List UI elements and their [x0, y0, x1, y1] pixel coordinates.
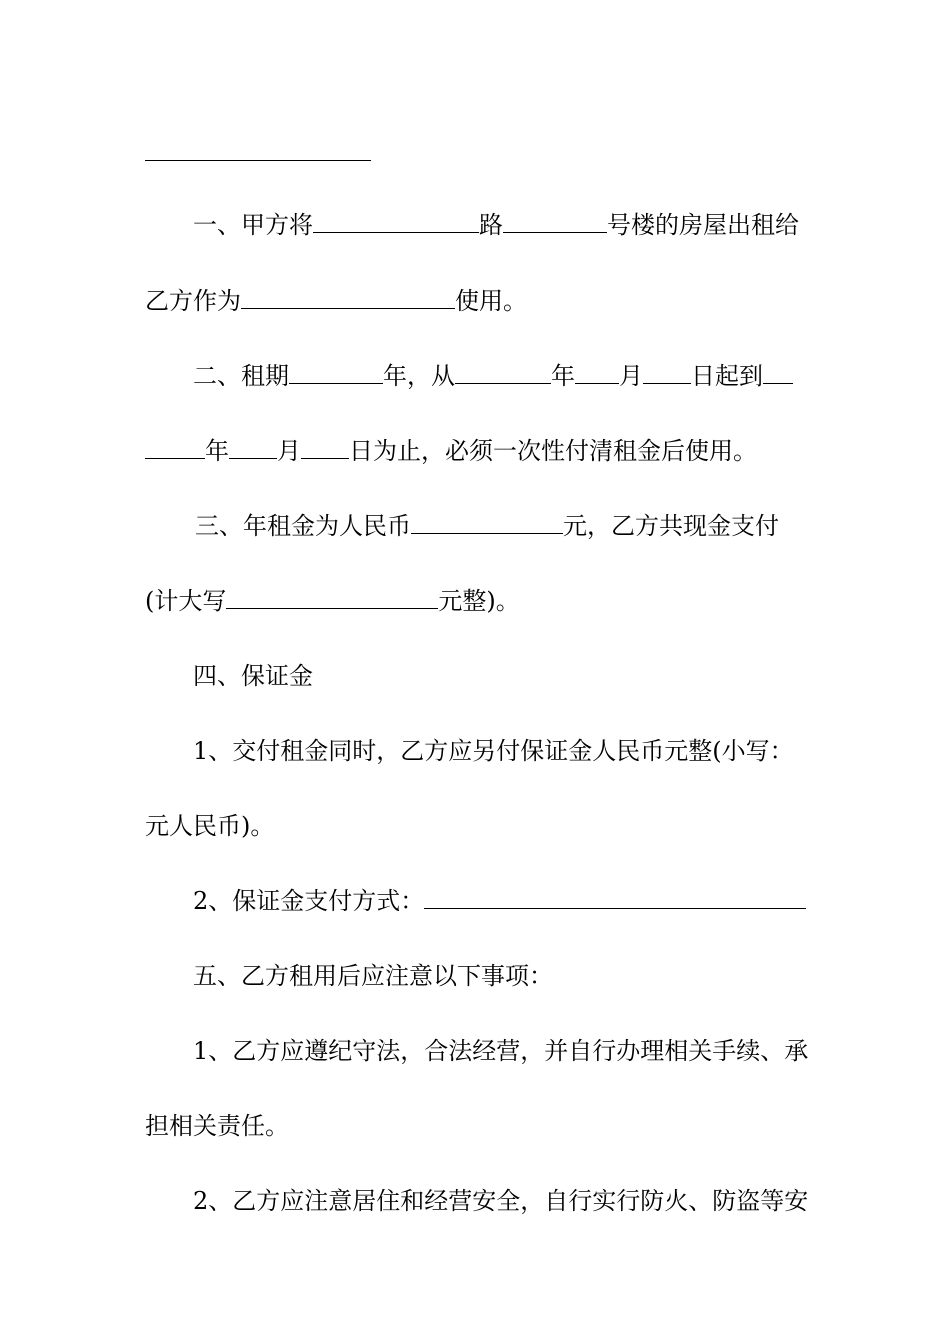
end-day-blank: [301, 436, 349, 459]
clause-1-line-2: [145, 285, 805, 317]
clause-2-text-b: 年，从: [383, 362, 455, 390]
clause-2-text-g: 月: [277, 437, 301, 465]
clause-2-text-h: 日为止，必须一次性付清租金后使用。: [349, 437, 757, 465]
clause-2-text-f: 年: [205, 437, 229, 465]
start-day-blank: [643, 361, 691, 384]
clause-1-text-e: 使用。: [455, 287, 527, 315]
clause-2-line-1: [145, 360, 805, 392]
clause-5-1-line-1: [145, 1035, 809, 1067]
clause-5-1-text-cont: 担相关责任。: [145, 1112, 289, 1140]
clause-4-heading: [145, 660, 805, 692]
clause-2-text-e: 日起到: [691, 362, 763, 390]
clause-1-text-a: 一、甲方将: [193, 211, 313, 239]
clause-4-1-text-cont: 元人民币)。: [145, 812, 275, 840]
clause-5-2-line-1: [145, 1185, 809, 1217]
term-years-blank: [289, 361, 383, 384]
clause-3-text-c: (计大写: [145, 587, 227, 615]
top-blank-line: [145, 160, 371, 161]
clause-1-text-d: 乙方作为: [145, 287, 241, 315]
clause-2-text-c: 年: [551, 362, 575, 390]
clause-1-line-1: [145, 209, 805, 241]
clause-4-2-line: [145, 885, 805, 917]
clause-5-heading: [145, 960, 805, 992]
clause-5-1-line-2: [145, 1110, 805, 1142]
usage-blank: [241, 286, 455, 309]
clause-5-1-text: 1、乙方应遵纪守法，合法经营，并自行办理相关手续、承: [193, 1037, 809, 1065]
clause-4-1-text: 1、交付租金同时，乙方应另付保证金人民币元整(小写：: [193, 737, 794, 765]
start-month-blank: [575, 361, 619, 384]
clause-4-1-line-1: [145, 735, 805, 767]
clause-3-line-2: [145, 585, 805, 617]
annual-rent-blank: [411, 511, 563, 534]
clause-4-title: 四、保证金: [193, 662, 313, 690]
building-blank: [503, 210, 607, 233]
clause-1-text-c: 号楼的房屋出租给: [607, 211, 799, 239]
clause-5-2-text: 2、乙方应注意居住和经营安全，自行实行防火、防盗等安: [193, 1187, 809, 1215]
clause-3-line-1: [145, 510, 805, 542]
start-year-blank: [455, 361, 551, 384]
clause-5-title: 五、乙方租用后应注意以下事项：: [193, 962, 553, 990]
clause-2-text-d: 月: [619, 362, 643, 390]
end-month-blank: [229, 436, 277, 459]
clause-1-text-b: 路: [479, 211, 503, 239]
clause-3-text-a: 三、年租金为人民币: [195, 512, 411, 540]
clause-3-text-d: 元整)。: [438, 587, 520, 615]
clause-4-2-text: 2、保证金支付方式：: [193, 887, 425, 915]
clause-2-line-2: [145, 435, 805, 467]
end-year-blank-part-2: [145, 436, 205, 459]
clause-4-1-line-2: [145, 810, 805, 842]
road-blank: [313, 210, 479, 233]
clause-3-text-b: 元，乙方共现金支付: [563, 512, 779, 540]
deposit-method-blank: [424, 886, 806, 909]
rent-in-words-blank: [226, 586, 438, 609]
clause-2-text-a: 二、租期: [193, 362, 289, 390]
end-year-blank-part-1: [763, 361, 793, 384]
